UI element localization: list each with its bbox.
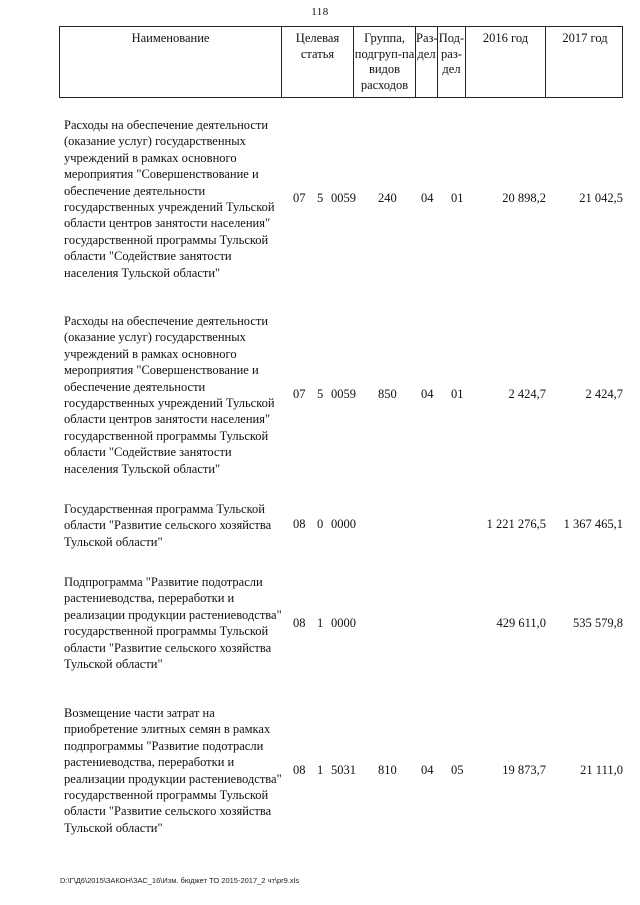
table-header	[59, 26, 623, 98]
row-value-2017: 535 579,8	[573, 616, 623, 630]
row-name: Расходы на обеспечение деятельности (оказание услуг) государственных учреждений в рамках основного мероприятия "Совершенствование и обеспечение деятельности государственных учреждений Тульской области центров занятости населения" государственной программы Тульской области "Содействие занятости населения Тульской области"	[64, 118, 275, 280]
row-name: Государственная программа Тульской области "Развитие сельского хозяйства Тульской области"	[64, 502, 272, 549]
page-number: 118	[311, 6, 329, 18]
row-section: 04	[421, 387, 434, 401]
row-subsection: 01	[451, 387, 464, 401]
row-code-program: 08	[293, 517, 306, 531]
row-code-direction: 0059	[331, 387, 356, 401]
row-code-direction: 0000	[331, 616, 356, 630]
row-value-2017: 21 042,5	[579, 191, 623, 205]
row-group: 810	[378, 763, 397, 777]
row-value-2016: 2 424,7	[508, 387, 546, 401]
header-name: Наименование	[60, 27, 282, 97]
row-code-subprogram: 0	[317, 517, 324, 531]
row-code-direction: 5031	[331, 763, 356, 777]
row-value-2016: 19 873,7	[502, 763, 546, 777]
row-code-subprogram: 5	[317, 191, 324, 205]
file-path-footer: D:\Г\Д6\2015\ЗАКОН\ЗАС_16\Изм. бюджет ТО 2015-2017_2 чт\pr9.xls	[60, 876, 300, 885]
row-code-direction: 0000	[331, 517, 356, 531]
row-code-subprogram: 1	[317, 616, 324, 630]
header-subsection: Под-раз-дел	[438, 27, 466, 97]
header-group: Группа, подгруп-па видов расходов	[354, 27, 416, 97]
row-section: 04	[421, 763, 434, 777]
row-name: Подпрограмма "Развитие подотрасли растениеводства, переработки и реализации продукции растениеводства" государственной программы Тульской области "Развитие сельского хозяйства Тульской области"	[64, 575, 282, 672]
row-name: Расходы на обеспечение деятельности (оказание услуг) государственных учреждений в рамках основного мероприятия "Совершенствование и обеспечение деятельности государственных учреждений Тульской области центров занятости населения" государственной программы Тульской области "Содействие занятости населения Тульской области"	[64, 314, 275, 476]
row-code-program: 07	[293, 387, 306, 401]
row-code-program: 08	[293, 763, 306, 777]
row-code-direction: 0059	[331, 191, 356, 205]
row-value-2017: 1 367 465,1	[563, 517, 623, 531]
row-section: 04	[421, 191, 434, 205]
row-code-subprogram: 1	[317, 763, 324, 777]
row-value-2017: 21 111,0	[580, 763, 623, 777]
header-target-article: Целевая статья	[282, 27, 354, 97]
row-value-2017: 2 424,7	[585, 387, 623, 401]
row-code-program: 08	[293, 616, 306, 630]
row-value-2016: 1 221 276,5	[486, 517, 546, 531]
row-code-program: 07	[293, 191, 306, 205]
header-section: Раз-дел	[416, 27, 438, 97]
header-year-2016: 2016 год	[466, 27, 546, 97]
row-name: Возмещение части затрат на приобретение элитных семян в рамках подпрограммы "Развитие подотрасли растениеводства, переработки и реализации продукции растениеводства" государственной программы Тульской области "Развитие сельского хозяйства Тульской области"	[64, 706, 282, 835]
row-subsection: 05	[451, 763, 464, 777]
row-value-2016: 429 611,0	[496, 616, 546, 630]
row-group: 240	[378, 191, 397, 205]
row-value-2016: 20 898,2	[502, 191, 546, 205]
row-group: 850	[378, 387, 397, 401]
header-year-2017: 2017 год	[562, 31, 608, 45]
row-subsection: 01	[451, 191, 464, 205]
row-code-subprogram: 5	[317, 387, 324, 401]
